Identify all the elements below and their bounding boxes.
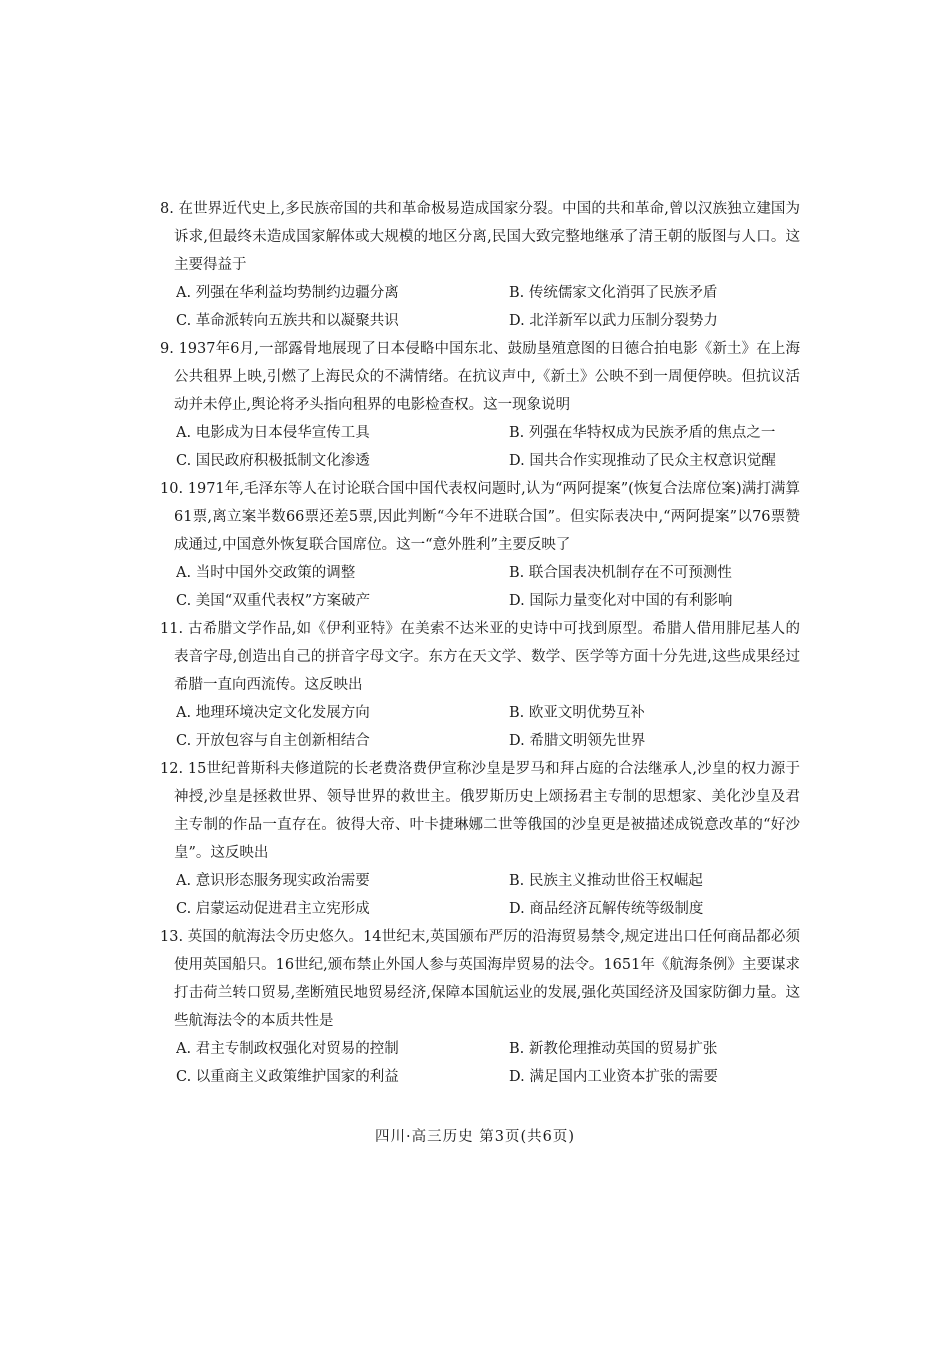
question-12 xyxy=(160,755,800,923)
option-a: A. 电影成为日本侵华宣传工具 xyxy=(176,425,370,441)
option-b: B. 民族主义推动世俗王权崛起 xyxy=(509,873,703,889)
option-b: B. 列强在华特权成为民族矛盾的焦点之一 xyxy=(509,425,776,441)
question-13 xyxy=(160,923,800,1091)
option-b: B. 新教伦理推动英国的贸易扩张 xyxy=(509,1041,718,1057)
question-stem: 12. 15世纪普斯科夫修道院的长老费洛费伊宣称沙皇是罗马和拜占庭的合法继承人,沙皇的权力源于神授,沙皇是拯救世界、领导世界的救世主。俄罗斯历史上颂扬君主专制的思想家、美化沙皇及君主专制的作品一直存在。彼得大帝、叶卡捷琳娜二世等俄国的沙皇更是被描述成锐意改革的“好沙皇”。这反映出 xyxy=(160,761,800,861)
question-stem: 13. 英国的航海法令历史悠久。14世纪末,英国颁布严厉的沿海贸易禁令,规定进出口任何商品都必须使用英国船只。16世纪,颁布禁止外国人参与英国海岸贸易的法令。1651年《航海条例》主要谋求打击荷兰转口贸易,垄断殖民地贸易经济,保障本国航运业的发展,强化英国经济及国家防御力量。这些航海法令的本质共性是 xyxy=(160,929,800,1029)
options xyxy=(160,559,800,615)
options xyxy=(160,419,800,475)
option-a: A. 地理环境决定文化发展方向 xyxy=(176,705,370,721)
options xyxy=(160,1035,800,1091)
option-a: A. 意识形态服务现实政治需要 xyxy=(176,873,370,889)
options xyxy=(160,699,800,755)
option-a: A. 君主专制政权强化对贸易的控制 xyxy=(176,1041,399,1057)
question-11 xyxy=(160,615,800,755)
option-c: C. 开放包容与自主创新相结合 xyxy=(176,733,370,749)
option-d: D. 国际力量变化对中国的有利影响 xyxy=(509,593,733,609)
option-b: B. 欧亚文明优势互补 xyxy=(509,705,645,721)
question-stem: 9. 1937年6月,一部露骨地展现了日本侵略中国东北、鼓励垦殖意图的日德合拍电影《新土》在上海公共租界上映,引燃了上海民众的不满情绪。在抗议声中,《新土》公映不到一周便停映。但抗议活动并未停止,舆论将矛头指向租界的电影检查权。这一现象说明 xyxy=(160,341,800,413)
option-d: D. 希腊文明领先世界 xyxy=(509,733,646,749)
option-c: C. 美国“双重代表权”方案破产 xyxy=(176,593,371,609)
option-c: C. 国民政府积极抵制文化渗透 xyxy=(176,453,370,469)
option-b: B. 联合国表决机制存在不可预测性 xyxy=(509,565,732,581)
option-c: C. 革命派转向五族共和以凝聚共识 xyxy=(176,313,399,329)
option-c: C. 启蒙运动促进君主立宪形成 xyxy=(176,901,370,917)
question-10 xyxy=(160,475,800,615)
question-8 xyxy=(160,195,800,335)
exam-page xyxy=(160,195,800,1091)
option-b: B. 传统儒家文化消弭了民族矛盾 xyxy=(509,285,718,301)
option-c: C. 以重商主义政策维护国家的利益 xyxy=(176,1069,399,1085)
option-a: A. 列强在华利益均势制约边疆分离 xyxy=(176,285,399,301)
option-d: D. 北洋新军以武力压制分裂势力 xyxy=(509,313,718,329)
option-d: D. 满足国内工业资本扩张的需要 xyxy=(509,1069,718,1085)
options xyxy=(160,279,800,335)
option-d: D. 商品经济瓦解传统等级制度 xyxy=(509,901,704,917)
question-stem: 8. 在世界近代史上,多民族帝国的共和革命极易造成国家分裂。中国的共和革命,曾以汉族独立建国为诉求,但最终未造成国家解体或大规模的地区分离,民国大致完整地继承了清王朝的版图与人口。这主要得益于 xyxy=(160,201,800,273)
question-9 xyxy=(160,335,800,475)
question-stem: 10. 1971年,毛泽东等人在讨论联合国中国代表权问题时,认为“两阿提案”(恢复合法席位案)满打满算61票,离立案半数66票还差5票,因此判断“今年不进联合国”。但实际表决中,“两阿提案”以76票赞成通过,中国意外恢复联合国席位。这一“意外胜利”主要反映了 xyxy=(160,481,800,553)
option-d: D. 国共合作实现推动了民众主权意识觉醒 xyxy=(509,453,776,469)
question-stem: 11. 古希腊文学作品,如《伊利亚特》在美索不达米亚的史诗中可找到原型。希腊人借用腓尼基人的表音字母,创造出自己的拼音字母文字。东方在天文学、数学、医学等方面十分先进,这些成果经过希腊一直向西流传。这反映出 xyxy=(160,621,800,693)
option-a: A. 当时中国外交政策的调整 xyxy=(176,565,356,581)
options xyxy=(160,867,800,923)
page-footer: 四川·高三历史 第3页(共6页) xyxy=(375,1129,575,1145)
